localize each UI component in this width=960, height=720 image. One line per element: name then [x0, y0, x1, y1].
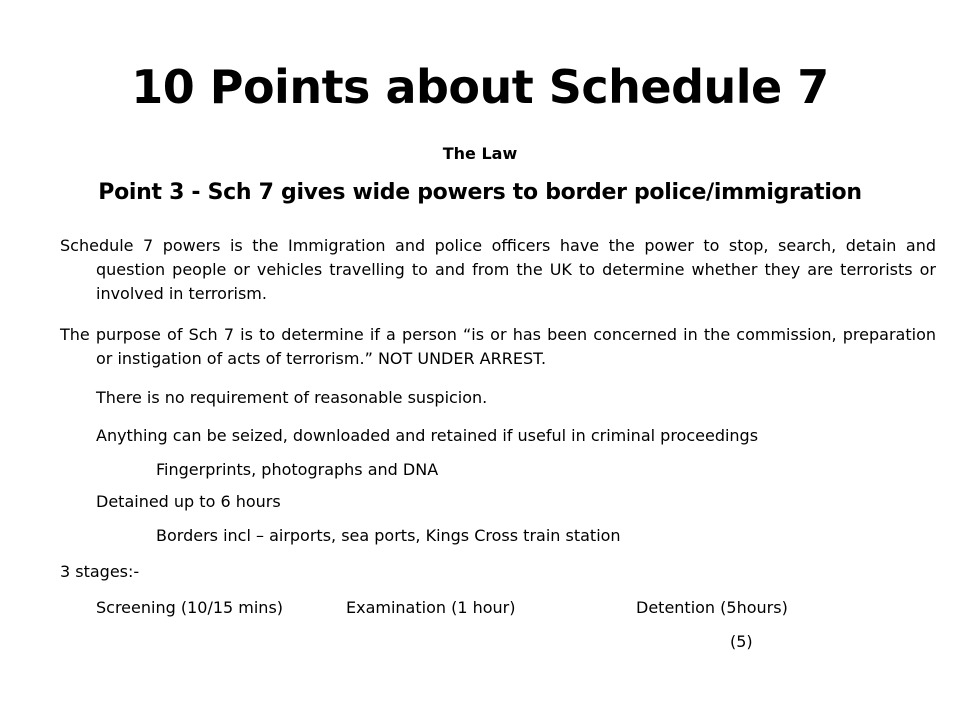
body-paragraph: The purpose of Sch 7 is to determine if a person “is or has been concerned in the commission, preparation or instigation of acts of terrorism.” NOT UNDER ARREST. — [60, 325, 936, 368]
point-heading: Point 3 - Sch 7 gives wide powers to border police/immigration — [98, 180, 862, 205]
slide-subtitle: The Law — [442, 144, 518, 163]
body-line: 3 stages:- — [60, 562, 140, 581]
body-line: Borders incl – airports, sea ports, Kings Cross train station — [156, 526, 621, 545]
stage-detention: Detention (5hours) — [636, 598, 788, 617]
body-paragraph: Schedule 7 powers is the Immigration and police officers have the power to stop, search, detain and question people or vehicles travelling to and from the UK to determine whether they are terrorists or involved in terrorism. — [60, 236, 936, 303]
page-number: (5) — [730, 632, 753, 651]
stage-examination: Examination (1 hour) — [346, 598, 516, 617]
slide-title: 10 Points about Schedule 7 — [131, 60, 829, 114]
body-line: Anything can be seized, downloaded and retained if useful in criminal proceedings — [96, 426, 759, 445]
body-line: There is no requirement of reasonable suspicion. — [96, 388, 488, 407]
body-line: Fingerprints, photographs and DNA — [156, 460, 439, 479]
body-line: Detained up to 6 hours — [96, 492, 281, 511]
stage-screening: Screening (10/15 mins) — [96, 598, 284, 617]
